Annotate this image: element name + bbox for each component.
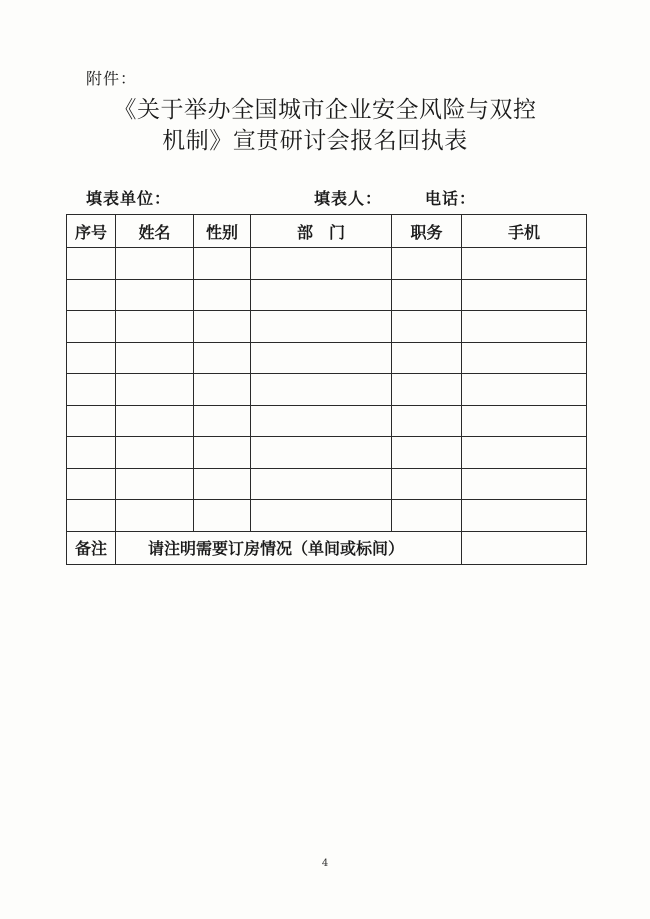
position-cell[interactable] [392, 374, 462, 406]
mobile-cell[interactable] [462, 311, 587, 343]
gender-cell[interactable] [194, 437, 251, 469]
department-cell[interactable] [251, 248, 392, 280]
remarks-extra-cell[interactable] [462, 531, 587, 564]
header-mobile: 手机 [462, 215, 587, 248]
header-department: 部 门 [251, 215, 392, 248]
table-row [67, 405, 587, 437]
position-cell[interactable] [392, 468, 462, 500]
department-cell[interactable] [251, 437, 392, 469]
name-cell[interactable] [116, 468, 194, 500]
header-gender: 性别 [194, 215, 251, 248]
position-cell[interactable] [392, 437, 462, 469]
gender-cell[interactable] [194, 405, 251, 437]
department-cell[interactable] [251, 279, 392, 311]
position-cell[interactable] [392, 248, 462, 280]
table-row [67, 437, 587, 469]
gender-cell[interactable] [194, 374, 251, 406]
serial-cell[interactable] [67, 374, 116, 406]
mobile-cell[interactable] [462, 248, 587, 280]
position-cell[interactable] [392, 405, 462, 437]
position-cell[interactable] [392, 311, 462, 343]
table-row [67, 342, 587, 374]
department-cell[interactable] [251, 405, 392, 437]
table-row [67, 500, 587, 532]
gender-cell[interactable] [194, 279, 251, 311]
name-cell[interactable] [116, 279, 194, 311]
mobile-cell[interactable] [462, 468, 587, 500]
document-title-line-1: 《关于举办全国城市企业安全风险与双控 [113, 97, 537, 123]
serial-cell[interactable] [67, 342, 116, 374]
department-cell[interactable] [251, 311, 392, 343]
name-cell[interactable] [116, 374, 194, 406]
header-serial-number: 序号 [67, 215, 116, 248]
filling-unit-label: 填表单位： [86, 189, 172, 208]
name-cell[interactable] [116, 342, 194, 374]
department-cell[interactable] [251, 374, 392, 406]
header-name: 姓名 [116, 215, 194, 248]
name-cell[interactable] [116, 437, 194, 469]
header-position: 职务 [392, 215, 462, 248]
table-body [67, 248, 587, 565]
table-row [67, 374, 587, 406]
department-cell[interactable] [251, 500, 392, 532]
gender-cell[interactable] [194, 500, 251, 532]
table-header-row [67, 215, 587, 248]
table-row [67, 311, 587, 343]
table-row [67, 279, 587, 311]
attachment-label: 附件： [86, 69, 138, 88]
department-cell[interactable] [251, 342, 392, 374]
name-cell[interactable] [116, 405, 194, 437]
registration-table [66, 214, 587, 565]
page-number: 4 [321, 858, 329, 869]
remarks-note: 请注明需要订房情况（单间或标间） [116, 531, 462, 564]
serial-cell[interactable] [67, 437, 116, 469]
remarks-row [67, 531, 587, 564]
gender-cell[interactable] [194, 248, 251, 280]
serial-cell[interactable] [67, 468, 116, 500]
position-cell[interactable] [392, 500, 462, 532]
department-cell[interactable] [251, 468, 392, 500]
gender-cell[interactable] [194, 342, 251, 374]
table-row [67, 248, 587, 280]
mobile-cell[interactable] [462, 374, 587, 406]
serial-cell[interactable] [67, 405, 116, 437]
table-row [67, 468, 587, 500]
position-cell[interactable] [392, 279, 462, 311]
gender-cell[interactable] [194, 311, 251, 343]
position-cell[interactable] [392, 342, 462, 374]
phone-label: 电话： [425, 189, 477, 208]
filler-label: 填表人： [314, 189, 383, 208]
mobile-cell[interactable] [462, 405, 587, 437]
mobile-cell[interactable] [462, 342, 587, 374]
mobile-cell[interactable] [462, 437, 587, 469]
remarks-label: 备注 [67, 531, 116, 564]
mobile-cell[interactable] [462, 279, 587, 311]
serial-cell[interactable] [67, 500, 116, 532]
name-cell[interactable] [116, 311, 194, 343]
gender-cell[interactable] [194, 468, 251, 500]
name-cell[interactable] [116, 500, 194, 532]
serial-cell[interactable] [67, 311, 116, 343]
serial-cell[interactable] [67, 279, 116, 311]
mobile-cell[interactable] [462, 500, 587, 532]
serial-cell[interactable] [67, 248, 116, 280]
name-cell[interactable] [116, 248, 194, 280]
document-title-line-2: 机制》宣贯研讨会报名回执表 [162, 128, 468, 154]
